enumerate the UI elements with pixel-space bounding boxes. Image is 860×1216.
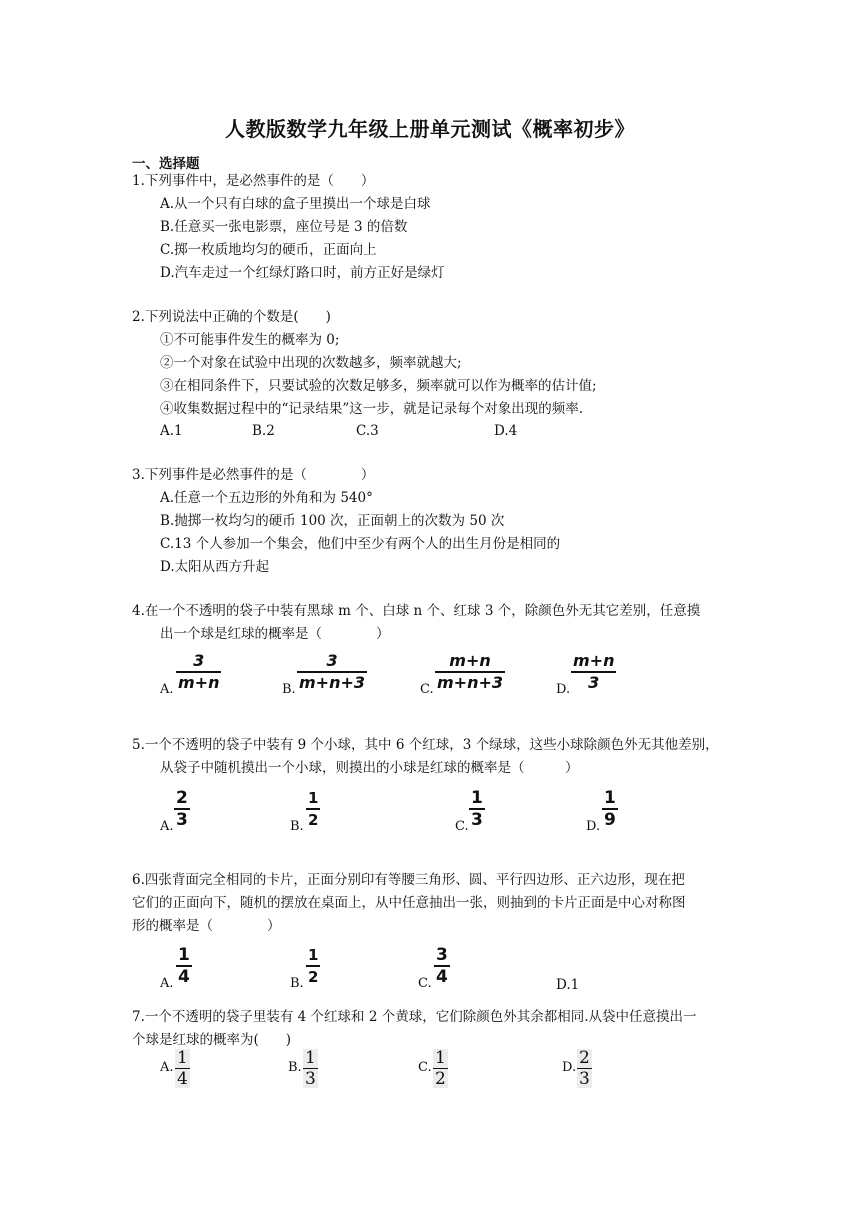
- question-6-stem-line-1: 6.四张背面完全相同的卡片，正面分别印有等腰三角形、圆、平行四边形、正六边形，现在把: [132, 872, 685, 888]
- fraction-denominator: 9: [604, 810, 616, 830]
- q7-option-a-label: A.: [160, 1060, 174, 1075]
- q5-option-a-fraction: [174, 789, 190, 829]
- q7-option-b-label: B.: [288, 1060, 302, 1075]
- q4-option-a-label: A.: [160, 682, 174, 697]
- q1-option-d: D.汽车走过一个红绿灯路口时，前方正好是绿灯: [160, 265, 445, 281]
- q4-option-d-fraction: [571, 652, 616, 692]
- q6-option-b-label: B.: [290, 976, 304, 991]
- q2-item-2: ②一个对象在试验中出现的次数越多，频率就越大;: [160, 355, 462, 371]
- q6-option-a-label: A.: [160, 976, 174, 991]
- q7-option-c-label: C.: [418, 1060, 432, 1075]
- fraction-denominator: 4: [178, 967, 190, 987]
- fraction-numerator: m+n: [449, 651, 491, 670]
- fraction-numerator: 2: [176, 788, 188, 808]
- fraction-denominator: 3: [471, 810, 483, 830]
- q6-option-c: [418, 944, 478, 992]
- q5-option-b-fraction: [306, 789, 320, 829]
- q7-option-d: [562, 1050, 622, 1090]
- question-6-stem-line-2: 它们的正面向下，随机的摆放在桌面上，从中任意抽出一张，则抽到的卡片正面是中心对称图: [132, 895, 686, 911]
- fraction-numerator: 3: [326, 651, 338, 670]
- question-3-stem: 3.下列事件是必然事件的是（ ）: [132, 467, 375, 483]
- fraction-bar: [306, 965, 320, 967]
- fraction-numerator: 1: [471, 788, 483, 808]
- q6-option-c-fraction: [434, 946, 450, 986]
- q5-option-c: [455, 787, 515, 835]
- question-2-stem: 2.下列说法中正确的个数是( ): [132, 309, 331, 325]
- q1-option-b: B.任意买一张电影票，座位号是 3 的倍数: [160, 219, 408, 235]
- question-6-stem-line-3: 形的概率是（ ）: [132, 918, 281, 934]
- q5-option-d-fraction: [602, 789, 618, 829]
- q7-option-d-label: D.: [562, 1060, 577, 1075]
- fraction-numerator: 2: [579, 1048, 590, 1068]
- question-4-stem-line-2: 出一个球是红球的概率是（ ）: [160, 626, 390, 642]
- q5-option-d: [586, 787, 646, 835]
- fraction-numerator: 1: [177, 1048, 188, 1068]
- q6-option-c-label: C.: [418, 976, 432, 991]
- section-heading: 一、选择题: [132, 156, 200, 172]
- fraction-denominator: 3: [176, 810, 188, 830]
- fraction-denominator: 3: [588, 673, 600, 692]
- q1-option-c: C.掷一枚质地均匀的硬币，正面向上: [160, 242, 377, 258]
- fraction-denominator: m+n+3: [299, 673, 366, 692]
- fraction-denominator: 2: [435, 1069, 446, 1089]
- fraction-denominator: 4: [177, 1069, 188, 1089]
- question-1-stem: 1.下列事件中，是必然事件的是（ ）: [132, 173, 375, 189]
- fraction-numerator: 1: [604, 788, 616, 808]
- q5-option-a-label: A.: [160, 819, 174, 834]
- q2-option-a: A.1: [160, 423, 183, 439]
- q5-option-a: [160, 787, 220, 835]
- q2-option-d: D.4: [494, 423, 518, 439]
- fraction-numerator: 1: [308, 789, 319, 807]
- q2-option-c: C.3: [356, 423, 379, 439]
- q6-option-a-fraction: [176, 946, 192, 986]
- q4-option-b: [282, 652, 392, 698]
- fraction-numerator: 3: [193, 651, 205, 670]
- fraction-bar: [306, 808, 320, 810]
- page-title: 人教版数学九年级上册单元测试《概率初步》: [225, 117, 635, 141]
- q7-option-a: [160, 1050, 220, 1090]
- q2-option-b: B.2: [252, 423, 275, 439]
- q2-item-4: ④收集数据过程中的“记录结果”这一步，就是记录每个对象出现的频率.: [160, 401, 584, 417]
- q7-option-b-fraction: [303, 1049, 318, 1088]
- q2-item-1: ①不可能事件发生的概率为 0;: [160, 332, 340, 348]
- q5-option-b: [290, 791, 350, 835]
- fraction-numerator: 3: [436, 945, 448, 965]
- q6-option-b: [290, 948, 350, 992]
- fraction-denominator: m+n+3: [437, 673, 504, 692]
- q7-option-a-fraction: [175, 1049, 190, 1088]
- fraction-numerator: 1: [435, 1048, 446, 1068]
- fraction-denominator: 3: [579, 1069, 590, 1089]
- q7-option-b: [288, 1050, 348, 1090]
- q4-option-c-label: C.: [420, 682, 434, 697]
- q5-option-b-label: B.: [290, 819, 304, 834]
- q4-option-c: [420, 652, 530, 698]
- q4-option-b-fraction: [297, 652, 367, 692]
- fraction-numerator: 1: [178, 945, 190, 965]
- q5-option-d-label: D.: [586, 819, 601, 834]
- fraction-denominator: 2: [308, 968, 319, 986]
- fraction-numerator: 1: [305, 1048, 316, 1068]
- fraction-denominator: 3: [305, 1069, 316, 1089]
- q5-option-c-label: C.: [455, 819, 469, 834]
- fraction-denominator: m+n: [178, 673, 220, 692]
- question-5-stem-line-2: 从袋子中随机摸出一个小球，则摸出的小球是红球的概率是（ ）: [160, 760, 579, 776]
- q7-option-c: [418, 1050, 478, 1090]
- q5-option-c-fraction: [469, 789, 485, 829]
- q2-item-3: ③在相同条件下，只要试验的次数足够多，频率就可以作为概率的估计值;: [160, 378, 597, 394]
- question-7-stem-line-2: 个球是红球的概率为( ): [132, 1032, 292, 1048]
- fraction-denominator: 4: [436, 967, 448, 987]
- q7-option-c-fraction: [433, 1049, 448, 1088]
- question-5-stem-line-1: 5.一个不透明的袋子中装有 9 个小球，其中 6 个红球，3 个绿球，这些小球除颜色外无其他差别，: [132, 737, 719, 753]
- q1-option-a: A.从一个只有白球的盒子里摸出一个球是白球: [160, 196, 431, 212]
- q6-option-a: [160, 944, 220, 992]
- q6-option-b-fraction: [306, 946, 320, 986]
- q4-option-c-fraction: [435, 652, 505, 692]
- fraction-denominator: 2: [308, 811, 319, 829]
- q7-option-d-fraction: [577, 1049, 592, 1088]
- q4-option-a-fraction: [176, 652, 221, 692]
- q3-option-c: C.13 个人参加一个集会，他们中至少有两个人的出生月份是相同的: [160, 536, 561, 552]
- q3-option-d: D.太阳从西方升起: [160, 559, 270, 575]
- fraction-numerator: m+n: [573, 651, 615, 670]
- q3-option-b: B.抛掷一枚均匀的硬币 100 次，正面朝上的次数为 50 次: [160, 513, 505, 529]
- q4-option-d-label: D.: [556, 682, 571, 697]
- q3-option-a: A.任意一个五边形的外角和为 540°: [160, 490, 373, 506]
- q4-option-b-label: B.: [282, 682, 296, 697]
- q4-option-a: [160, 652, 250, 698]
- question-7-stem-line-1: 7.一个不透明的袋子里装有 4 个红球和 2 个黄球，它们除颜色外其余都相同.从袋中任意摸出一: [132, 1009, 697, 1025]
- q6-option-d: D.1: [556, 977, 580, 993]
- question-4-stem-line-1: 4.在一个不透明的袋子中装有黑球 m 个、白球 n 个、红球 3 个，除颜色外无其它差别，任意摸: [132, 603, 701, 619]
- fraction-numerator: 1: [308, 946, 319, 964]
- q4-option-d: [556, 652, 636, 698]
